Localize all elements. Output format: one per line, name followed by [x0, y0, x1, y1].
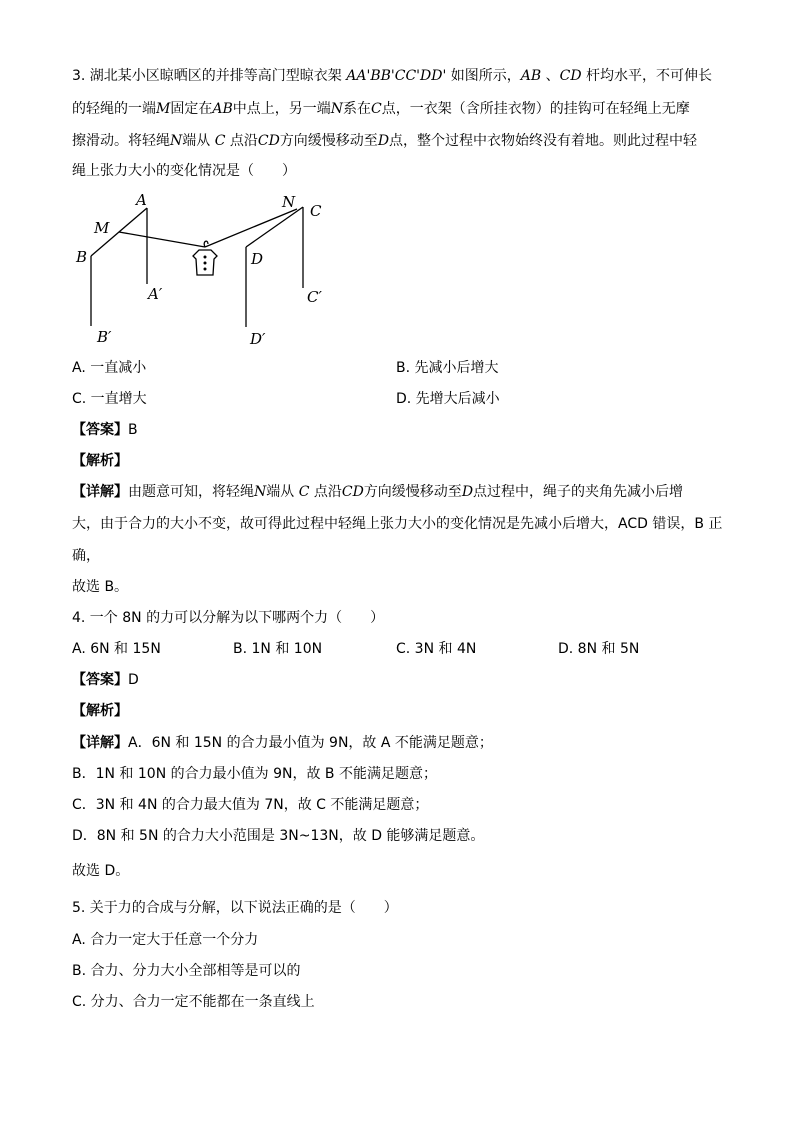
q3-stem-line-3: 擦滑动。将轻绳N端从 C 点沿CD方向缓慢移动至D点，整个过程中衣物始终没有着地。则此过程中轻	[72, 133, 698, 149]
q3-conclusion: 故选 B。	[72, 579, 129, 595]
rope-left	[119, 232, 205, 247]
label-d-prime: D′	[250, 330, 266, 348]
q3-option-d: D. 先增大后减小	[396, 391, 500, 407]
label-b: B	[76, 248, 88, 266]
q3-option-a: A. 一直减小	[72, 360, 147, 376]
q3-stem-line-4: 绳上张力大小的变化情况是（ ）	[72, 163, 296, 179]
q4-stem: 4. 一个 8N 的力可以分解为以下哪两个力（ ）	[72, 610, 385, 626]
q4-option-d: D. 8N 和 5N	[558, 641, 640, 657]
q5-option-b: B. 合力、分力大小全部相等是可以的	[72, 963, 301, 979]
label-d: D	[251, 250, 264, 268]
q4-answer: 【答案】D	[72, 672, 139, 688]
q5-option-c: C. 分力、合力一定不能都在一条直线上	[72, 994, 315, 1010]
q3-option-c: C. 一直增大	[72, 391, 147, 407]
q3-detail-line-2: 大，由于合力的大小不变，故可得此过程中轻绳上张力大小的变化情况是先减小后增大，ACD 错误，B 正	[72, 516, 723, 532]
label-b-prime: B′	[97, 328, 112, 346]
q4-detail-a: 【详解】A．6N 和 15N 的合力最小值为 9N，故 A 不能满足题意；	[72, 735, 493, 751]
q3-analysis-tag: 【解析】	[72, 453, 128, 469]
q3-detail-line-1: 【详解】由题意可知，将轻绳N端从 C 点沿CD方向缓慢移动至D点过程中，绳子的夹角先减小后增	[72, 484, 684, 500]
q4-analysis-tag: 【解析】	[72, 703, 128, 719]
q3-detail-line-3: 确，	[72, 548, 100, 564]
q3-stem-line-2: 的轻绳的一端M固定在AB中点上，另一端N系在C点，一衣架（含所挂衣物）的挂钩可在轻绳上无摩	[72, 101, 690, 117]
q5-stem: 5. 关于力的合成与分解，以下说法正确的是（ ）	[72, 900, 398, 916]
q4-detail-b: B．1N 和 10N 的合力最小值为 9N，故 B 不能满足题意；	[72, 766, 437, 782]
q3-answer: 【答案】B	[72, 422, 138, 438]
q5-option-a: A. 合力一定大于任意一个分力	[72, 932, 259, 948]
rope-right	[205, 209, 297, 247]
q4-detail-d: D．8N 和 5N 的合力大小范围是 3N~13N，故 D 能够满足题意。	[72, 828, 485, 844]
q3-stem-line-1: 3. 湖北某小区晾晒区的并排等高门型晾衣架 AA'BB'CC'DD' 如图所示，AB 、CD 杆均水平，不可伸长	[72, 68, 713, 84]
q4-option-b: B. 1N 和 10N	[233, 641, 323, 657]
label-n: N	[282, 193, 296, 211]
q4-detail-c: C．3N 和 4N 的合力最大值为 7N，故 C 不能满足题意；	[72, 797, 429, 813]
q3-option-b: B. 先减小后增大	[396, 360, 499, 376]
q4-conclusion: 故选 D。	[72, 863, 130, 879]
label-a-prime: A′	[148, 285, 163, 303]
label-c: C	[310, 202, 322, 220]
q4-option-c: C. 3N 和 4N	[396, 641, 477, 657]
label-a: A	[136, 191, 147, 209]
clothes-rack-figure	[70, 188, 340, 348]
label-m: M	[94, 219, 110, 237]
q4-option-a: A. 6N 和 15N	[72, 641, 161, 657]
label-c-prime: C′	[307, 288, 322, 306]
